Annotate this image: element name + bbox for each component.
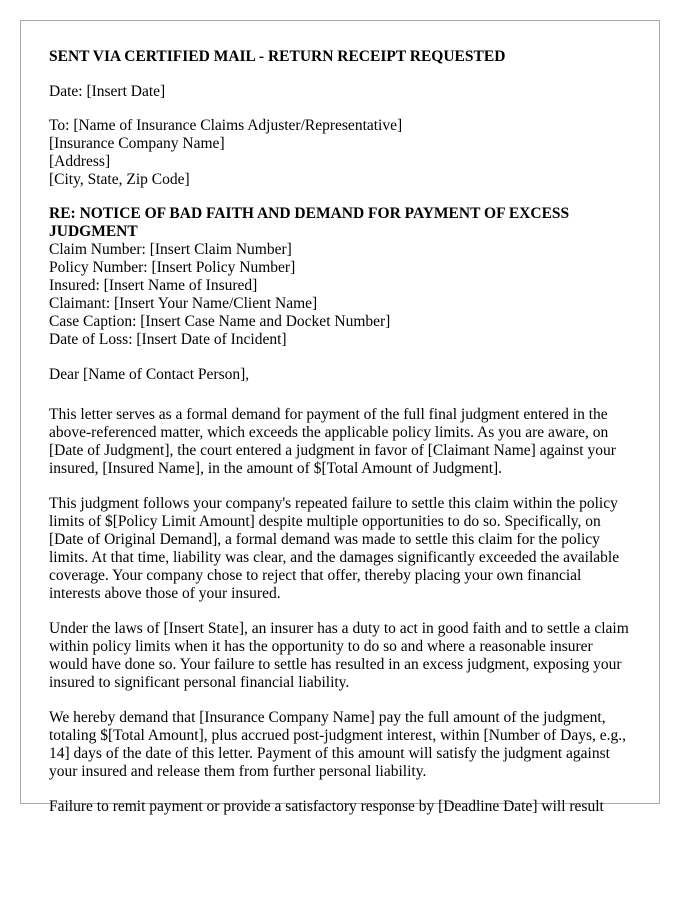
recipient-name: To: [Name of Insurance Claims Adjuster/Representative] xyxy=(49,117,403,134)
salutation: Dear [Name of Contact Person], xyxy=(49,366,250,383)
body-paragraph-3: Under the laws of [Insert State], an insurer has a duty to act in good faith and to settle a claim within policy limits when it has the opportunity to do so and where a reasonable insurer would have done so. Your failure to settle has resulted in an excess judgment, exposing your insured to significant personal financial liability. xyxy=(49,620,629,691)
case-caption: Case Caption: [Insert Case Name and Docket Number] xyxy=(49,313,391,330)
date-line: Date: [Insert Date] xyxy=(49,83,166,100)
body-paragraph-4: We hereby demand that [Insurance Company Name] pay the full amount of the judgment, totaling $[Total Amount], plus accrued post-judgment interest, within [Number of Days, e.g., 14] days of the date of this letter. Payment of this amount will satisfy the judgment against your insured and release them from further personal liability. xyxy=(49,709,627,780)
insured-name: Insured: [Insert Name of Insured] xyxy=(49,277,258,294)
body-paragraph-1: This letter serves as a formal demand for payment of the full final judgment entered in the above-referenced matter, which exceeds the applicable policy limits. As you are aware, on [Date of Judgment], the court entered a judgment in favor of [Claimant Name] against your insured, [Insured Name], in the amount of $[Total Amount of Judgment]. xyxy=(49,406,616,477)
date-of-loss: Date of Loss: [Insert Date of Incident] xyxy=(49,331,287,348)
recipient-address: [Address] xyxy=(49,153,111,170)
policy-number: Policy Number: [Insert Policy Number] xyxy=(49,259,296,276)
claim-details xyxy=(49,241,635,349)
body-paragraph-5: Failure to remit payment or provide a satisfactory response by [Deadline Date] will result xyxy=(49,798,604,815)
recipient-company: [Insurance Company Name] xyxy=(49,135,225,152)
letter-page xyxy=(20,20,660,815)
body-paragraph-2: This judgment follows your company's repeated failure to settle this claim within the policy limits of $[Policy Limit Amount] despite multiple opportunities to do so. Specifically, on [Date of Original Demand], a formal demand was made to settle this claim for the policy limits. At that time, liability was clear, and the damages significantly exceeded the available coverage. Your company chose to reject that offer, thereby placing your own financial interests above those of your insured. xyxy=(49,495,620,602)
recipient-city: [City, State, Zip Code] xyxy=(49,171,190,188)
claim-number: Claim Number: [Insert Claim Number] xyxy=(49,241,292,258)
mail-notice: SENT VIA CERTIFIED MAIL - RETURN RECEIPT REQUESTED xyxy=(49,48,506,65)
claimant-name: Claimant: [Insert Your Name/Client Name] xyxy=(49,295,318,312)
recipient-block xyxy=(49,117,635,189)
re-heading: RE: NOTICE OF BAD FAITH AND DEMAND FOR PAYMENT OF EXCESS JUDGMENT xyxy=(49,205,570,240)
letter-content xyxy=(49,48,635,816)
